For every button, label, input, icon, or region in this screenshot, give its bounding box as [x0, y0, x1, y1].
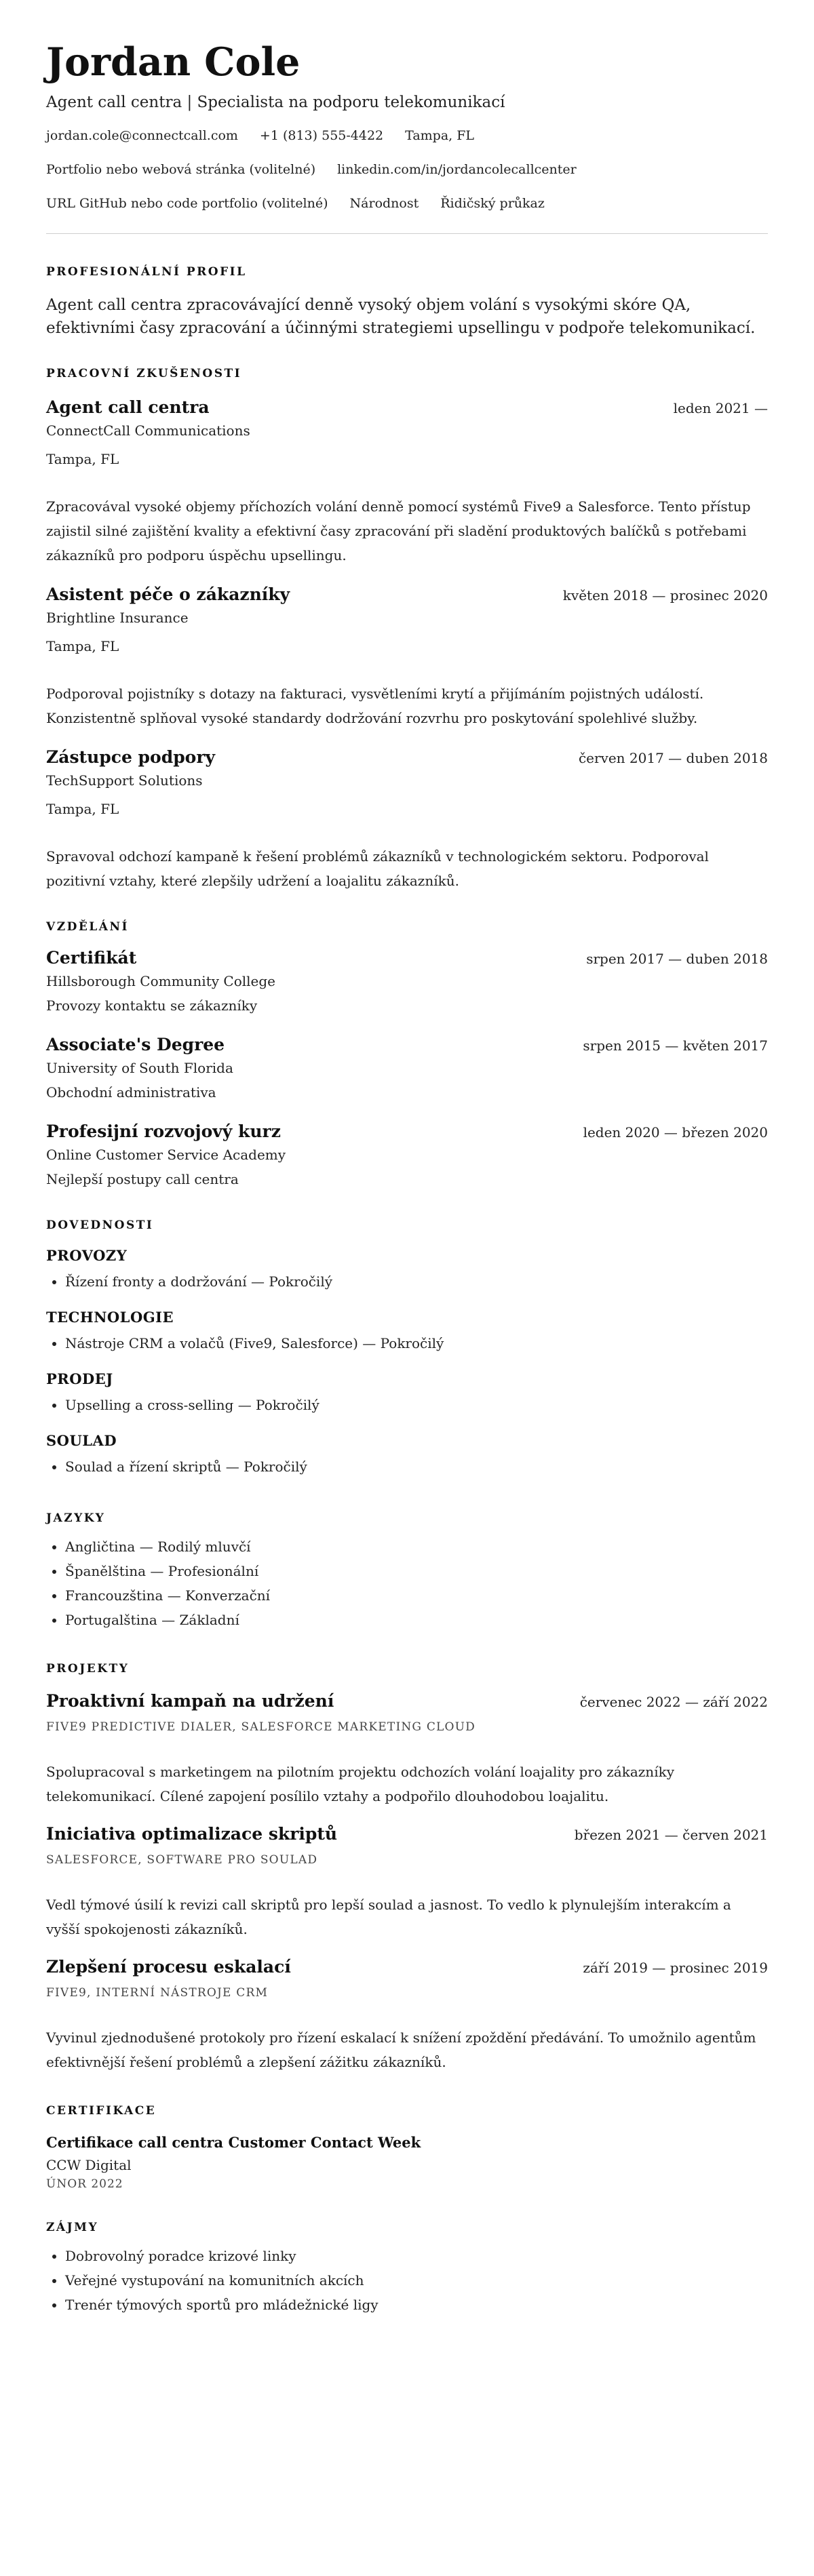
job-description: Spravoval odchozí kampaně k řešení problémů zákazníků v technologickém sektoru. Podporoval pozitivní vztahy, které zlepšily udržení a loajalitu zákazníků. [46, 848, 709, 889]
skill-list [46, 1269, 768, 1294]
education-entry [46, 1034, 768, 1102]
project-tech: SALESFORCE, SOFTWARE PRO SOULAD [46, 1853, 318, 1867]
project-name: Proaktivní kampaň na udržení [46, 1691, 334, 1711]
school-name: University of South Florida [46, 1060, 233, 1076]
project-entry [46, 1823, 768, 1941]
experience-entry [46, 747, 768, 893]
degree-dates: leden 2020 — březen 2020 [583, 1124, 768, 1141]
job-location: Tampa, FL [46, 638, 119, 654]
contact-portfolio[interactable]: Portfolio nebo webová stránka (volitelné) [46, 162, 316, 177]
job-description: Podporoval pojistníky s dotazy na fakturaci, vysvětleními krytí a přijímáním pojistných událostí. Konzistentně splňoval vysoké standardy dodržování rozvrhu pro poskytování spolehlivé služby. [46, 686, 704, 726]
skill-category: TECHNOLOGIE [46, 1309, 174, 1326]
section-title-profile: PROFESIONÁLNÍ PROFIL [46, 265, 247, 279]
skill-list [46, 1454, 768, 1479]
project-tech: FIVE9 PREDICTIVE DIALER, SALESFORCE MARKETING CLOUD [46, 1720, 476, 1734]
job-company: Brightline Insurance [46, 610, 189, 626]
header-divider [46, 233, 768, 234]
degree-dates: srpen 2015 — květen 2017 [583, 1037, 768, 1054]
skill-item: • Upselling a cross-selling — Pokročilý [65, 1393, 768, 1417]
section-profile [46, 265, 768, 340]
degree-title: Profesijní rozvojový kurz [46, 1122, 281, 1141]
job-dates: červen 2017 — duben 2018 [578, 750, 768, 766]
section-title-projects: PROJEKTY [46, 1662, 130, 1676]
project-description: Vedl týmové úsilí k revizi call skriptů pro lepší soulad a jasnost. To vedlo k plynulejším interakcím a vyšší spokojenosti zákazníků. [46, 1897, 731, 1937]
project-dates: červenec 2022 — září 2022 [579, 1694, 768, 1710]
school-name: Online Customer Service Academy [46, 1147, 286, 1163]
project-tech: FIVE9, INTERNÍ NÁSTROJE CRM [46, 1986, 269, 2000]
interest-item: • Veřejné vystupování na komunitních akcích [65, 2268, 768, 2293]
job-company: ConnectCall Communications [46, 422, 250, 439]
experience-entry [46, 584, 768, 730]
skill-item: • Nástroje CRM a volačů (Five9, Salesforce) — Pokročilý [65, 1331, 768, 1355]
section-languages [46, 1511, 768, 1632]
job-company: TechSupport Solutions [46, 772, 203, 789]
project-entry [46, 1690, 768, 1808]
certification-name: Certifikace call centra Customer Contact Week [46, 2134, 421, 2151]
language-item: • Angličtina — Rodilý mluvčí [65, 1534, 768, 1559]
project-entry [46, 1956, 768, 2074]
skill-category: PRODEJ [46, 1370, 113, 1387]
skill-item: • Soulad a řízení skriptů — Pokročilý [65, 1454, 768, 1479]
contact-location: Tampa, FL [405, 128, 475, 143]
project-dates: březen 2021 — červen 2021 [574, 1827, 768, 1843]
job-title: Zástupce podpory [46, 747, 216, 767]
certification-date: ÚNOR 2022 [46, 2177, 123, 2191]
project-dates: září 2019 — prosinec 2019 [583, 1960, 768, 1976]
project-name: Zlepšení procesu eskalací [46, 1957, 291, 1977]
contact-phone[interactable]: +1 (813) 555-4422 [259, 128, 384, 143]
skill-list [46, 1393, 768, 1417]
field-of-study: Provozy kontaktu se zákazníky [46, 997, 258, 1014]
degree-title: Associate's Degree [46, 1035, 225, 1054]
degree-dates: srpen 2017 — duben 2018 [586, 951, 768, 967]
section-title-certifications: CERTIFIKACE [46, 2104, 157, 2118]
certification-issuer: CCW Digital [46, 2157, 132, 2173]
section-title-interests: ZÁJMY [46, 2221, 99, 2234]
section-interests [46, 2221, 768, 2317]
job-title: Agent call centra [46, 397, 210, 417]
interest-item: • Dobrovolný poradce krizové linky [65, 2244, 768, 2268]
contact-row-extra [46, 195, 768, 212]
contact-license: Řidičský průkaz [440, 196, 545, 211]
contact-email[interactable]: jordan.cole@connectcall.com [46, 128, 238, 143]
degree-title: Certifikát [46, 948, 137, 968]
job-location: Tampa, FL [46, 801, 119, 817]
contact-row-primary [46, 127, 768, 144]
skill-item: • Řízení fronty a dodržování — Pokročilý [65, 1269, 768, 1294]
field-of-study: Nejlepší postupy call centra [46, 1171, 239, 1187]
skill-list [46, 1331, 768, 1355]
section-title-languages: JAZYKY [46, 1511, 106, 1525]
language-item: • Francouzština — Konverzační [65, 1583, 768, 1608]
job-dates: květen 2018 — prosinec 2020 [562, 587, 768, 603]
job-description: Zpracovával vysoké objemy příchozích volání denně pomocí systémů Five9 a Salesforce. Tento přístup zajistil silné zajištění kvality a efektivní časy zpracování při sladění produktových balíčků s potřebami zákazníků pro podporu úspěchu upsellingu. [46, 498, 751, 563]
interest-item: • Trenér týmových sportů pro mládežnické ligy [65, 2293, 768, 2317]
project-description: Spolupracoval s marketingem na pilotním projektu odchozích volání loajality pro zákazníky telekomunikací. Cílené zapojení posílilo vztahy a podpořilo dlouhodobou loajalitu. [46, 1764, 675, 1804]
section-certifications [46, 2104, 768, 2191]
job-dates: leden 2021 — [673, 400, 768, 416]
project-description: Vyvinul zjednodušené protokoly pro řízení eskalací k snížení zpoždění předávání. To umožnilo agentům efektivnější řešení problémů a zlepšení zážitku zákazníků. [46, 2029, 756, 2070]
contact-nationality: Národnost [349, 196, 419, 211]
section-education [46, 920, 768, 1189]
section-title-skills: DOVEDNOSTI [46, 1218, 154, 1232]
section-title-education: VZDĚLÁNÍ [46, 920, 129, 934]
contact-row-links [46, 161, 768, 178]
experience-entry [46, 397, 768, 568]
language-item: • Portugalština — Základní [65, 1608, 768, 1632]
education-entry [46, 947, 768, 1015]
interest-list [46, 2244, 768, 2317]
language-list [46, 1534, 768, 1632]
candidate-name: Jordan Cole [46, 39, 301, 85]
skill-category: PROVOZY [46, 1247, 128, 1264]
skill-category: SOULAD [46, 1432, 117, 1449]
section-title-experience: PRACOVNÍ ZKUŠENOSTI [46, 367, 242, 380]
education-entry [46, 1121, 768, 1189]
section-skills [46, 1218, 768, 1479]
project-name: Iniciativa optimalizace skriptů [46, 1824, 338, 1844]
contact-linkedin[interactable]: linkedin.com/in/jordancolecallcenter [337, 162, 577, 177]
job-title: Asistent péče o zákazníky [46, 584, 290, 604]
language-item: • Španělština — Profesionální [65, 1559, 768, 1583]
section-experience [46, 367, 768, 893]
headline: Agent call centra | Specialista na podporu telekomunikací [46, 94, 505, 111]
contact-github[interactable]: URL GitHub nebo code portfolio (volitelné) [46, 196, 328, 211]
field-of-study: Obchodní administrativa [46, 1084, 216, 1101]
school-name: Hillsborough Community College [46, 973, 275, 989]
section-projects [46, 1662, 768, 2074]
profile-summary: Agent call centra zpracovávající denně vysoký objem volání s vysokými skóre QA, efektivními časy zpracování a účinnými strategiemi upsellingu v podpoře telekomunikací. [46, 296, 756, 337]
job-location: Tampa, FL [46, 451, 119, 467]
